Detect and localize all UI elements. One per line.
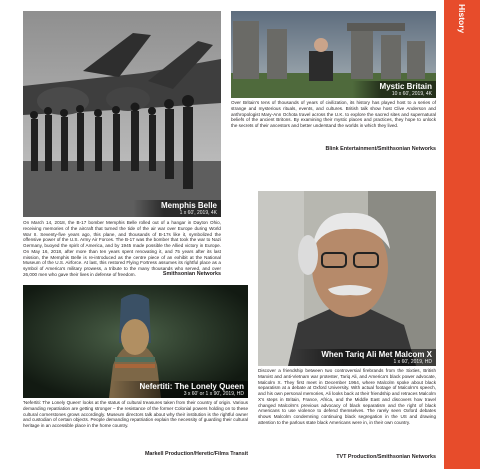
memphis-belle-image (23, 11, 221, 217)
nefertiti-credit: Markell Production/Heretic/Films Transit (144, 451, 248, 457)
memphis-belle-meta: 1 x 60', 2019, 4K (179, 210, 217, 216)
tariq-ali-credit: TVT Production/Smithsonian Networks (336, 454, 436, 460)
memphis-belle-photo[interactable] (23, 11, 221, 217)
mystic-britain-caption (352, 81, 436, 98)
category-label: History (457, 4, 467, 34)
tariq-ali-photo[interactable] (258, 191, 436, 366)
mystic-britain-meta: 10 x 60', 2019, 4K (391, 91, 432, 97)
tariq-ali-image (258, 191, 436, 366)
category-sidebar (444, 0, 480, 469)
memphis-belle-description: On March 14, 2018, the B-17 bomber Memphis Belle rolled out of a hangar in Dayton Ohio, receiving memories of the aircraft that turned the tide of the air war over Europe during World War II. Seventy-five years ago, this plane, and thousands of B-17s like it, symbolized the offensive power of the U.S. Army Air Forces. The B-17 was the bomber that took the war to Nazi Germany, buoyed the spirit of America, and by 1945 made possible the Allied victory in Europe. On May 16, 2018, after more than ten years spent renovating it, and 75 years after its last mission, the Memphis Belle is re-introduced as the centre piece of an exhibit at the National Museum of the U.S. Airforce. At last, this restored Flying Fortress assumes its rightful place as a symbol of America's military prowess, a tribute to the many thousands who served, and over 26,000 men who gave their lives in defense of freedom. (23, 220, 221, 277)
nefertiti-photo[interactable] (23, 285, 248, 398)
tariq-ali-title: When Tariq Ali Met Malcom X (321, 350, 432, 359)
nefertiti-description: 'Nefertiti: The Lonely Queen' looks at the status of cultural treasures taken from their country of origin. Various demanding repatriation are getting stronger – the resistance of the former Colonial powers holding on to these cultural cornerstones grows accordingly. Museum directors talk about why their institution is the rightful owner and custodian of certain objects. People demanding repatriation explain the necessity of guarding their cultural heritage in an accessible place in the home country. (23, 400, 248, 428)
nefertiti-meta: 3 x 60' or 1 x 90', 2019, HD (183, 391, 244, 397)
mystic-britain-photo[interactable] (231, 11, 436, 98)
tariq-ali-description: Discover a friendship between two controversial firebrands from the Sixties, British Marxist and anti-Vietnam war protester, Tariq Ali, and America's black power advocate, Malcolm X. They first meet in December 1964, where Malcolm spoke about black separatism at a debate at Oxford University. With actual footage of Malcolm's speech, and his own personal memories, Ali looks back at their friendship and retraces Malcolm X's steps in Britain, France, Africa, and the Middle East and discovers how travel changed Malcolm's previous advocacy of black separatism and the right of black Americans to use violence to defend themselves. The rarely seen Oxford debates shows Malcolm condemning continuing black segregation in the US and drawing attention to the parlous state black Americans were in, in their own country. (258, 368, 436, 425)
memphis-belle-title: Memphis Belle (160, 201, 217, 210)
nefertiti-title: Nefertiti: The Lonely Queen (139, 382, 244, 391)
mystic-britain-description: Over Britain's tens of thousands of years of civilization, its history has played host to a series of strange and mysterious rituals, events, and cultures. British talk show host Clive Anderson and anthropologist Mary-Ann Ochota travel across the U.K. to explore the sacred sites and supernatural beliefs of the ancient Britons. By examining their mystic places and practices, they hope to unlock the secrets of their ancestors and better understand the worlds in which they lived. (231, 100, 436, 128)
memphis-belle-caption (133, 200, 221, 217)
memphis-belle-credit: Smithsonian Networks (162, 271, 221, 277)
tariq-ali-caption (293, 349, 436, 366)
nefertiti-caption (112, 381, 248, 398)
tariq-ali-meta: 1 x 60', 2019, HD (393, 359, 432, 365)
mystic-britain-title: Mystic Britain (379, 82, 432, 91)
mystic-britain-credit: Blink Entertainment/Smithsonian Networks (325, 146, 436, 152)
